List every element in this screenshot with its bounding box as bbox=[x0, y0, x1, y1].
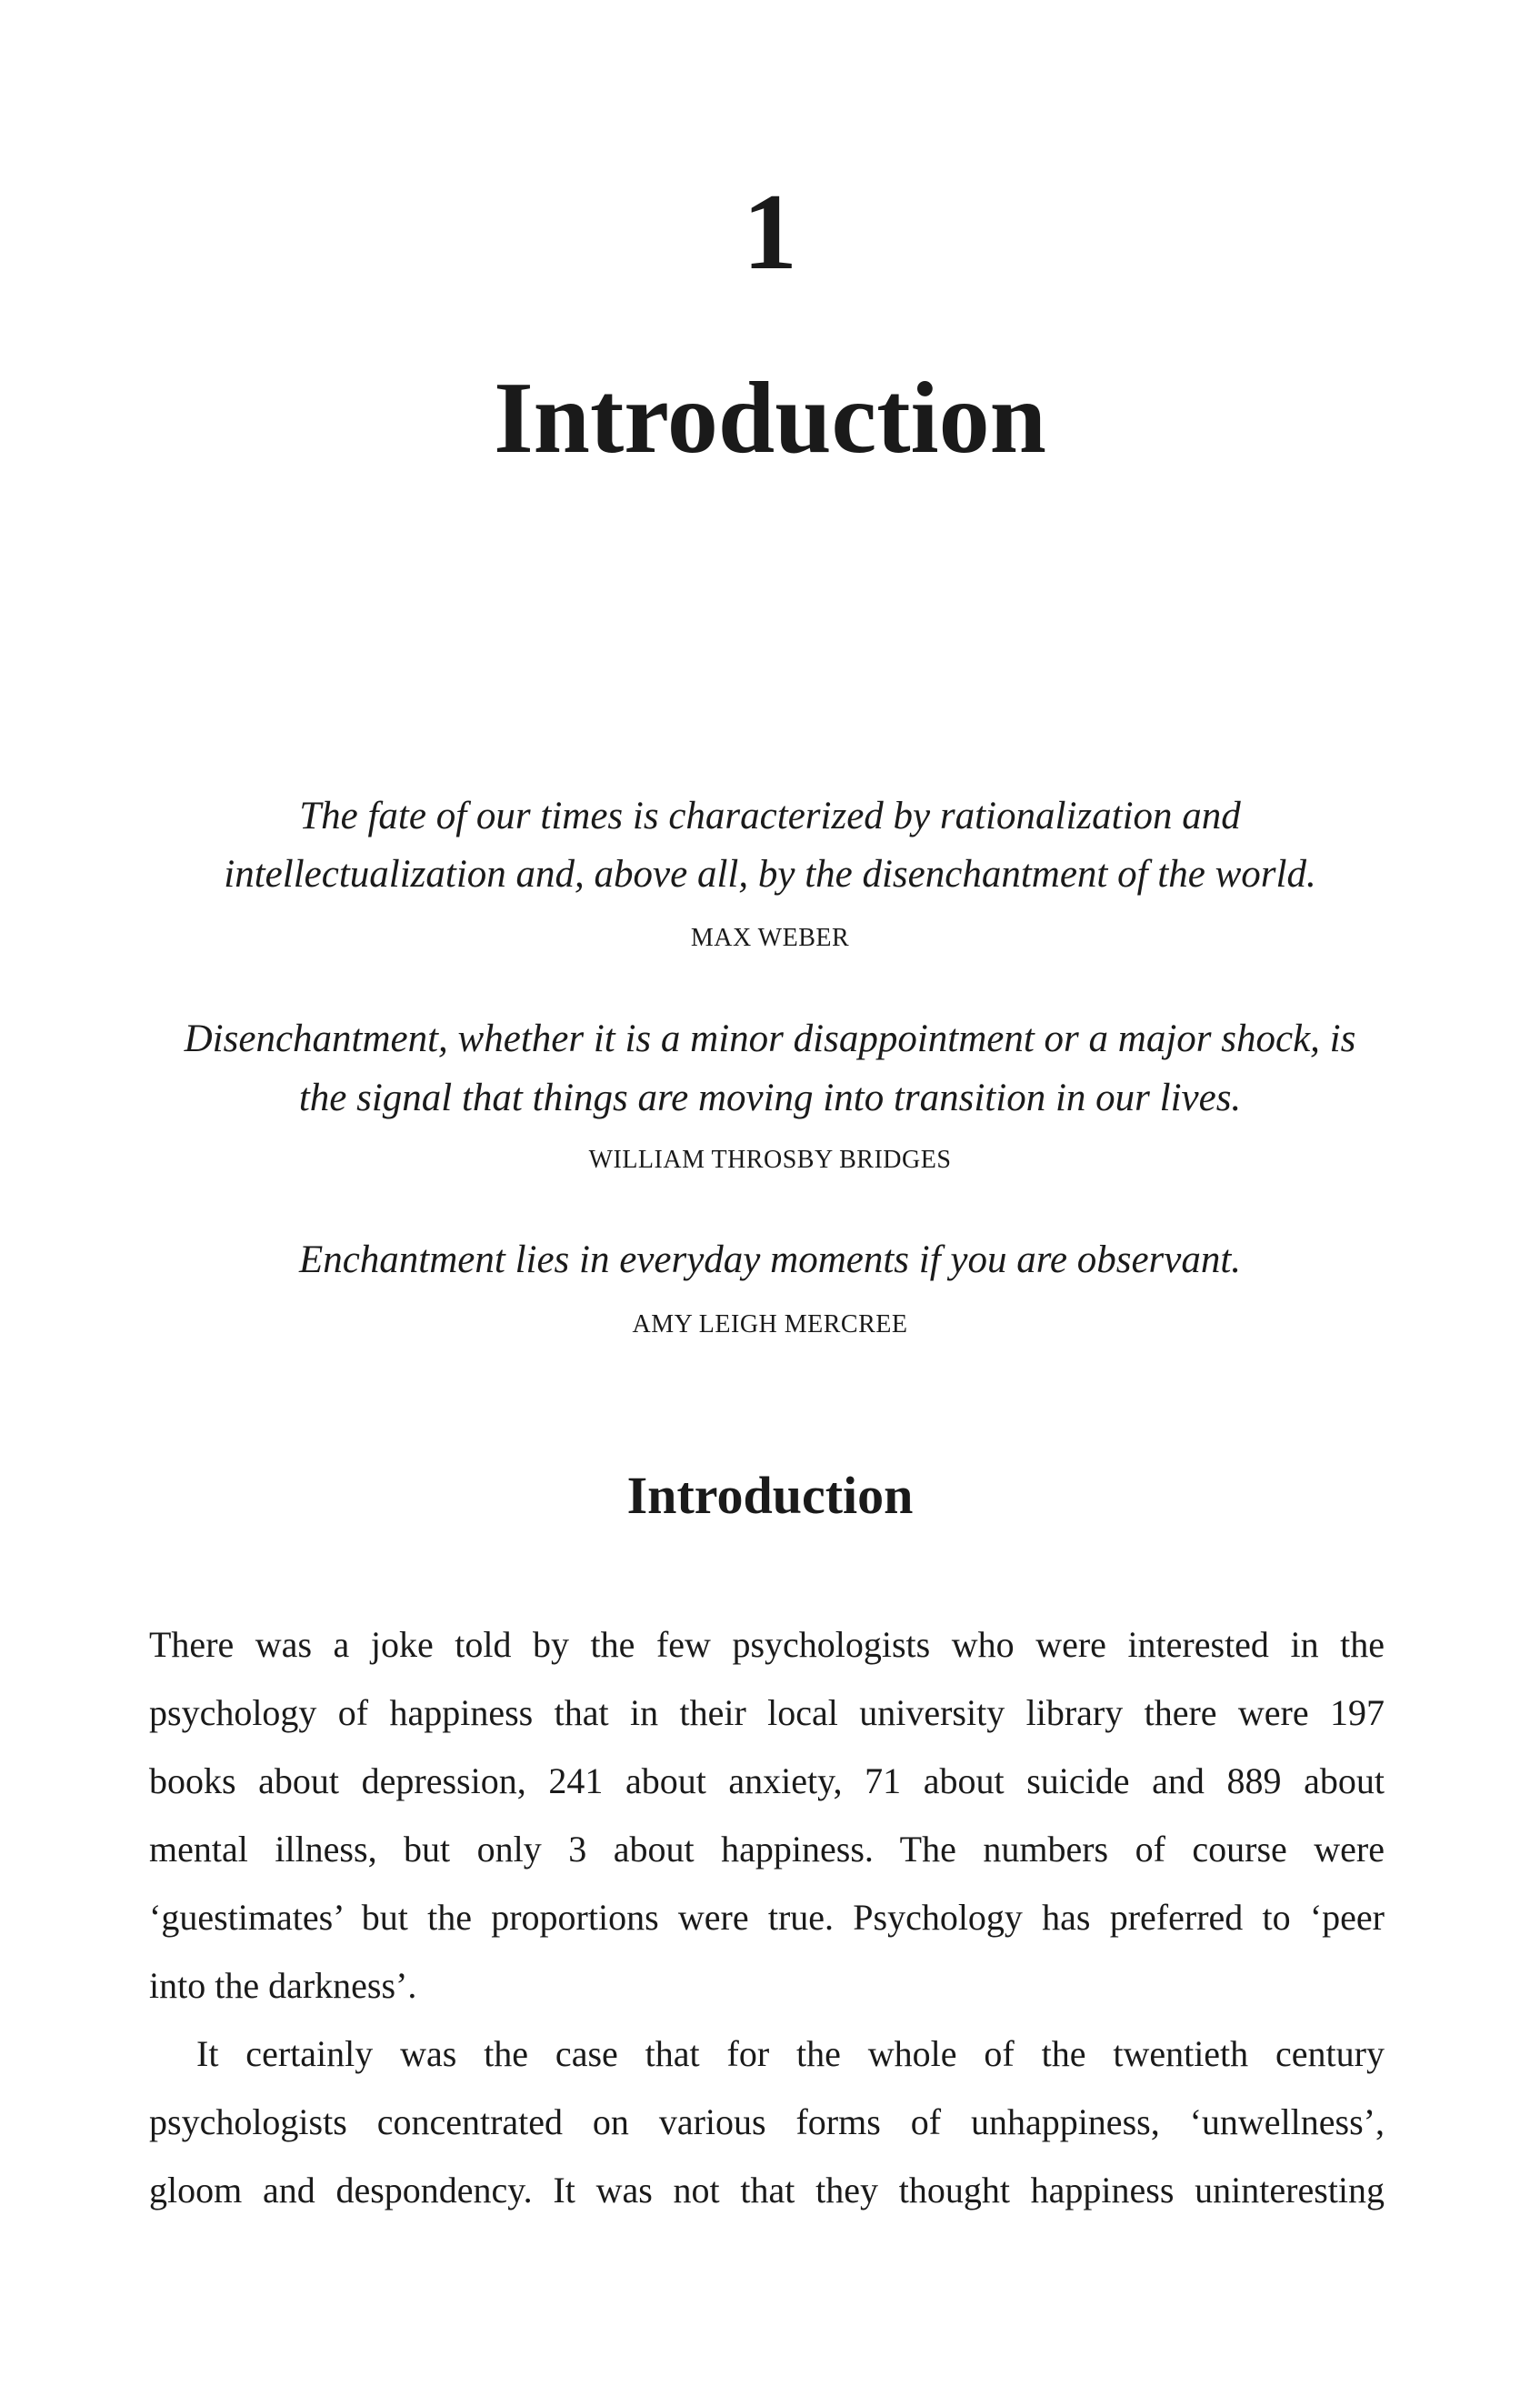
text-line: There was a joke told by the few psychologists who were interested in the bbox=[149, 1624, 1385, 1665]
epigraph-line: Enchantment lies in everyday moments if you are observant. bbox=[298, 1238, 1242, 1281]
epigraph-line: Disenchantment, whether it is a minor disappointment or a major shock, is bbox=[184, 1018, 1356, 1060]
epigraph-author: WILLIAM THROSBY BRIDGES bbox=[588, 1146, 952, 1174]
epigraph-line: the signal that things are moving into transition in our lives. bbox=[298, 1077, 1242, 1119]
text-line: It certainly was the case that for the whole of the twentieth century bbox=[196, 2033, 1385, 2074]
text-line: gloom and despondency. It was not that they thought happiness uninteresting bbox=[149, 2170, 1385, 2211]
epigraph-line: The fate of our times is characterized by rationalization and bbox=[299, 795, 1241, 837]
epigraph-author: MAX WEBER bbox=[690, 924, 850, 952]
epigraph-author: AMY LEIGH MERCREE bbox=[632, 1310, 908, 1338]
text-line: ‘guestimates’ but the proportions were true. Psychology has preferred to ‘peer bbox=[149, 1897, 1385, 1938]
paragraph bbox=[149, 1614, 1385, 2023]
paragraph bbox=[149, 2023, 1385, 2228]
chapter-number: 1 bbox=[743, 171, 797, 292]
section-heading: Introduction bbox=[626, 1466, 914, 1525]
text-line: psychologists concentrated on various forms of unhappiness, ‘unwellness’, bbox=[149, 2101, 1385, 2142]
chapter-title: Introduction bbox=[494, 362, 1046, 475]
text-line: into the darkness’. bbox=[149, 1965, 417, 2006]
body-text bbox=[149, 1614, 1385, 2228]
epigraph-line: intellectualization and, above all, by the disenchantment of the world. bbox=[224, 853, 1316, 896]
text-line: books about depression, 241 about anxiety, 71 about suicide and 889 about bbox=[149, 1760, 1385, 1801]
text-line: mental illness, but only 3 about happiness. The numbers of course were bbox=[149, 1829, 1385, 1870]
text-line: psychology of happiness that in their local university library there were 197 bbox=[149, 1692, 1385, 1733]
